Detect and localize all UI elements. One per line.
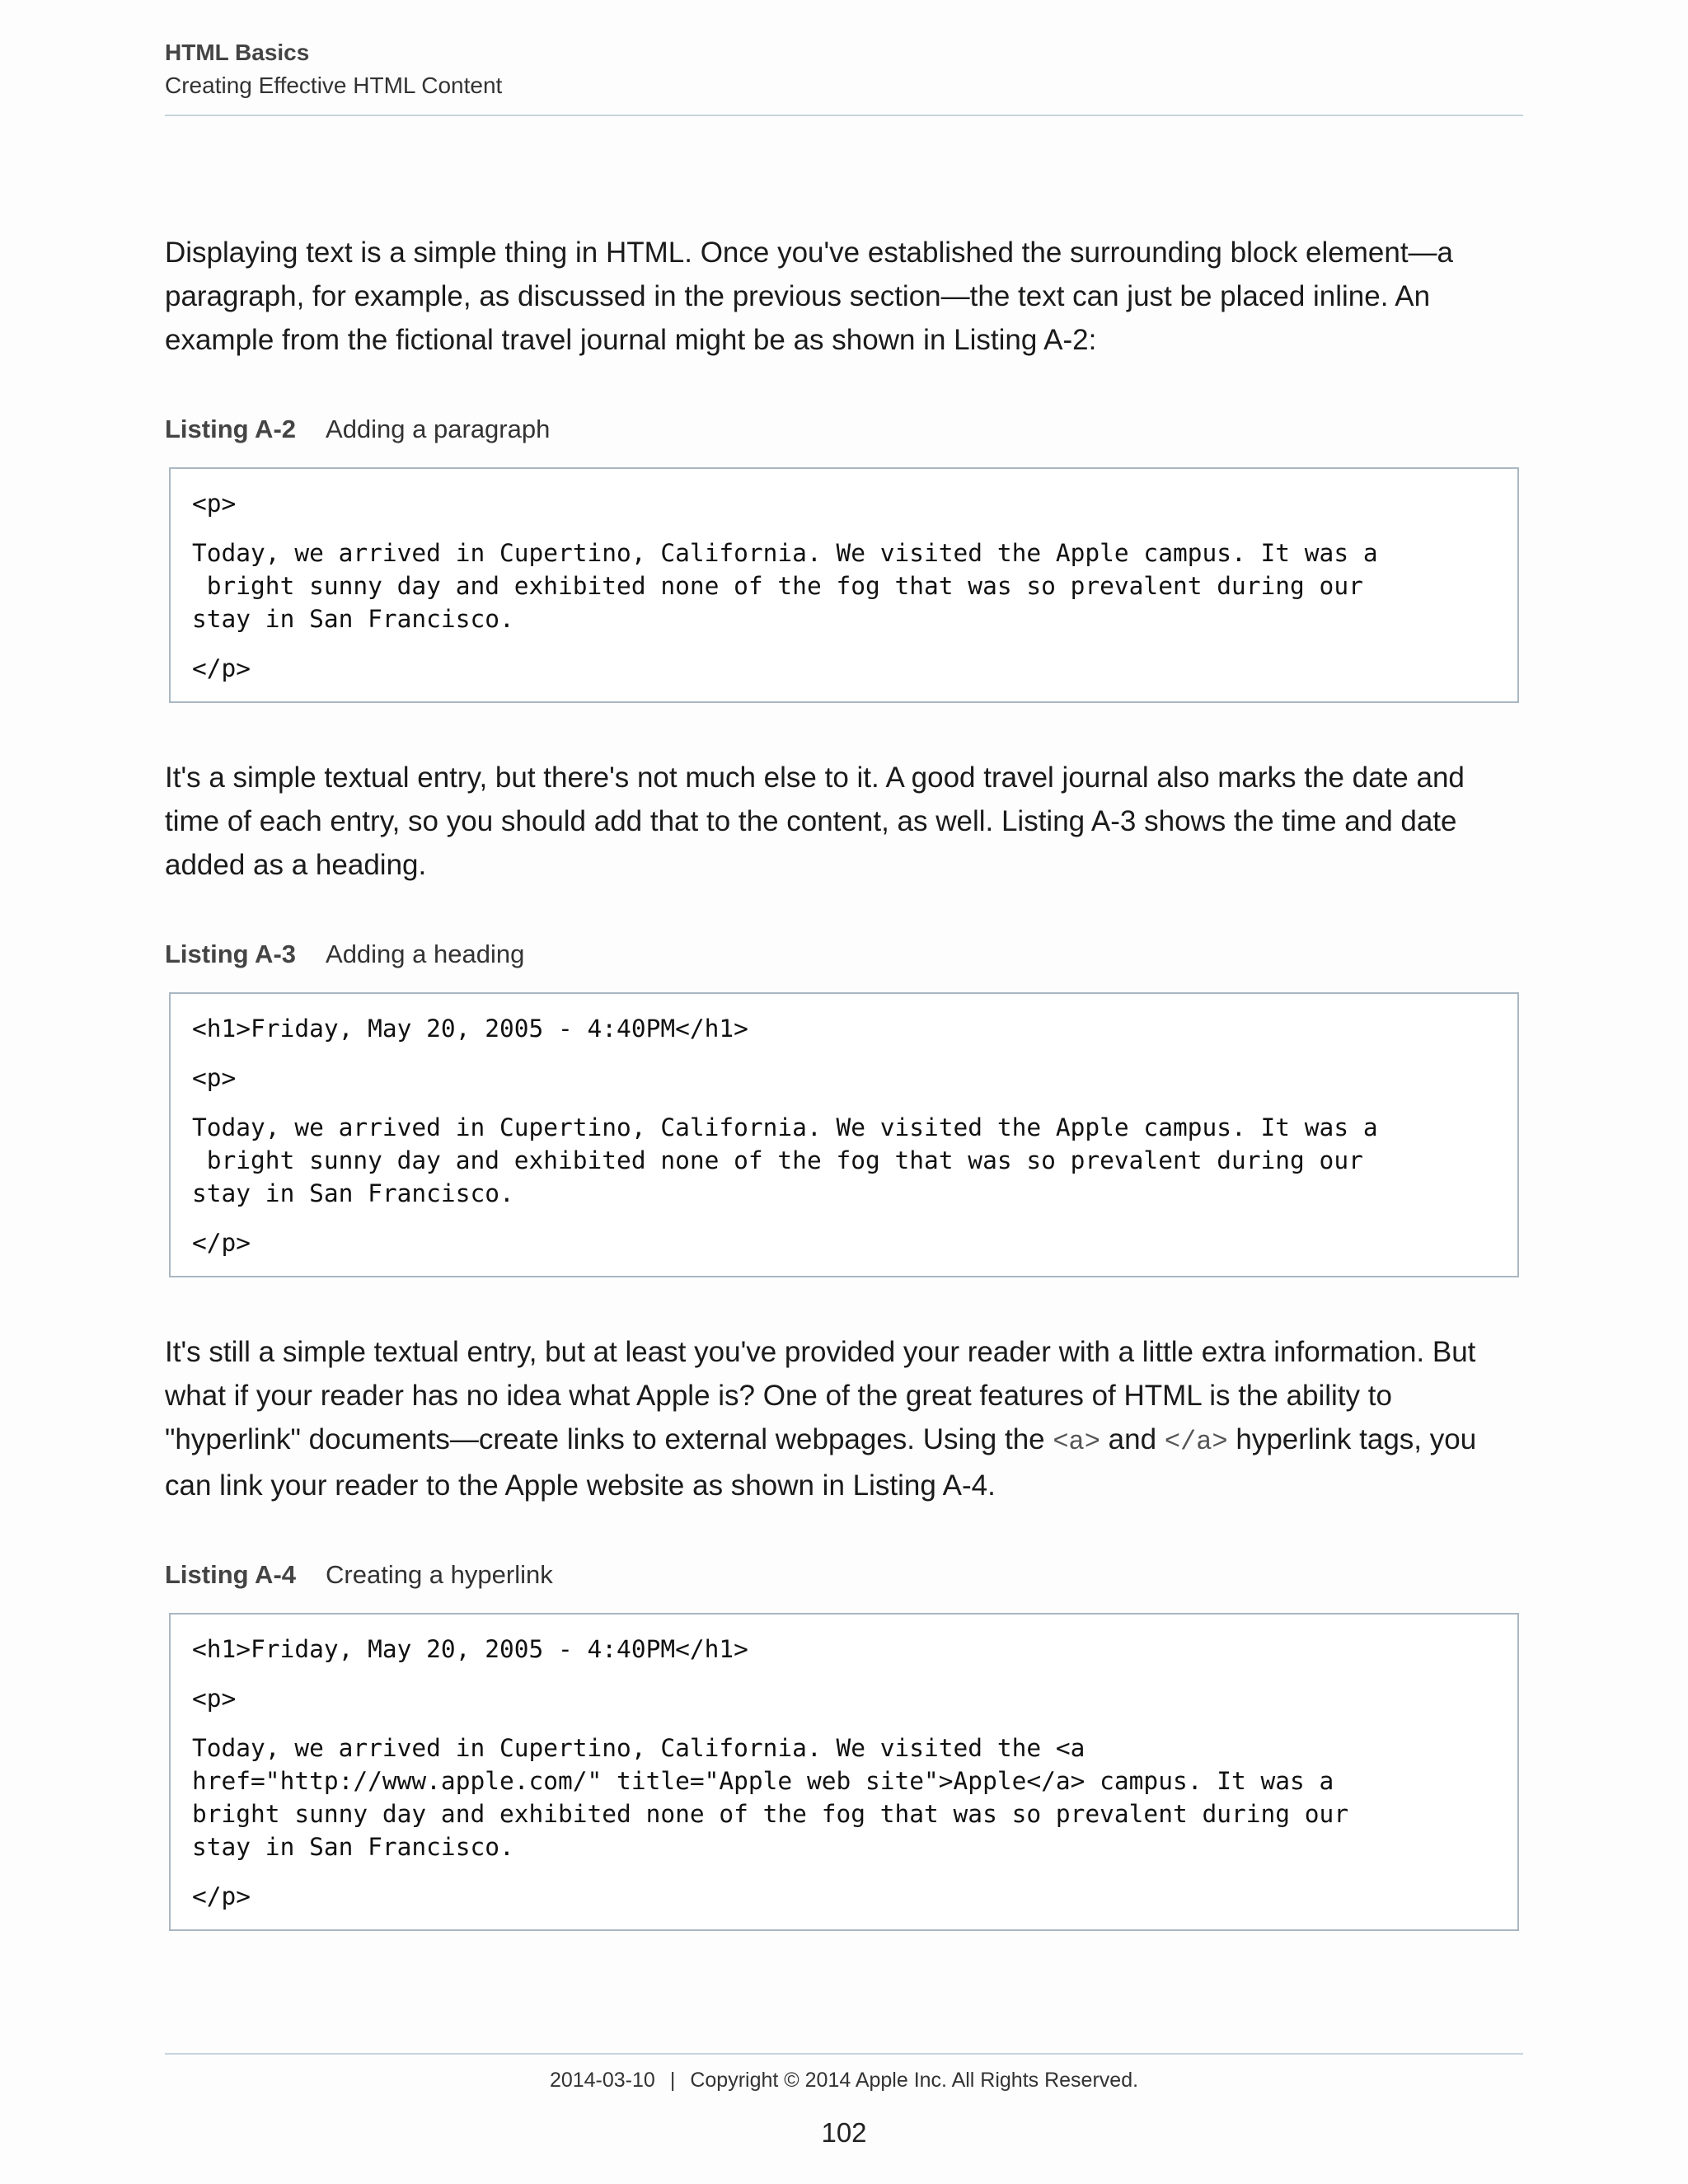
listing-title: Adding a heading [326, 940, 525, 968]
footer-copyright: Copyright © 2014 Apple Inc. All Rights Reserved. [690, 2069, 1139, 2092]
code-line: stay in San Francisco. [192, 1179, 514, 1207]
body-paragraph [165, 1330, 1523, 1507]
listing-caption [165, 411, 1523, 448]
text-run: It's still a simple textual entry, but at least you've provided your reader with a little extra information. But what if your reader has no idea what Apple is? One of the great features of HTML is the ability to "hyperlink" documents—create links to external webpages. Using the [165, 1336, 1476, 1455]
main-content [165, 231, 1523, 1931]
body-paragraph: It's a simple textual entry, but there's not much else to it. A good travel journal also marks the date and time of each entry, so you should add that to the content, as well. Listing A-3 shows the time and date added as a heading. [165, 762, 1465, 881]
code-line: href="http://www.apple.com/" title="Apple web site">Apple</a> campus. It was a [192, 1767, 1334, 1795]
code-line: <p> [192, 490, 237, 518]
chapter-title: Creating Effective HTML Content [165, 73, 503, 98]
code-line: stay in San Francisco. [192, 1833, 514, 1861]
code-line: Today, we arrived in Cupertino, California. We visited the <a [192, 1734, 1085, 1762]
code-line: <p> [192, 1685, 237, 1713]
listing-caption [165, 936, 1523, 972]
page-number: 102 [821, 2117, 867, 2148]
listing-label: Listing A-3 [165, 940, 297, 968]
code-line: <h1>Friday, May 20, 2005 - 4:40PM</h1> [192, 1015, 748, 1043]
listing-label: Listing A-2 [165, 415, 297, 443]
code-listing-a2 [169, 467, 1519, 703]
code-line: </p> [192, 654, 251, 682]
page-header [165, 36, 1523, 102]
text-run: and [1100, 1423, 1165, 1455]
code-line: stay in San Francisco. [192, 605, 514, 633]
code-listing-a4 [169, 1613, 1519, 1931]
listing-caption [165, 1557, 1523, 1593]
code-listing-a3 [169, 992, 1519, 1277]
code-line: Today, we arrived in Cupertino, California. We visited the Apple campus. It was a [192, 539, 1378, 567]
intro-paragraph: Displaying text is a simple thing in HTML. Once you've established the surrounding block element—a paragraph, for example, as discussed in the previous section—the text can just be placed inline. An example from the fictional travel journal might be as shown in Listing A-2: [165, 237, 1454, 356]
code-line: bright sunny day and exhibited none of the fog that was so prevalent during our [192, 1146, 1363, 1174]
header-divider [165, 115, 1523, 116]
footer-date: 2014-03-10 [549, 2069, 655, 2092]
page-footer [0, 2064, 1688, 2097]
footer-separator: | [669, 2069, 676, 2092]
code-line: </p> [192, 1882, 251, 1910]
code-line: </p> [192, 1229, 251, 1257]
footer-divider [165, 2053, 1523, 2055]
code-line: bright sunny day and exhibited none of the fog that was so prevalent during our [192, 1800, 1349, 1828]
code-line: Today, we arrived in Cupertino, California. We visited the Apple campus. It was a [192, 1113, 1378, 1141]
text-run: hyperlink tags, you can link your reader to the Apple website as shown in Listing A-4. [165, 1423, 1477, 1502]
listing-title: Creating a hyperlink [326, 1560, 553, 1589]
listing-title: Adding a paragraph [326, 415, 551, 443]
code-line: <h1>Friday, May 20, 2005 - 4:40PM</h1> [192, 1635, 748, 1663]
code-line: <p> [192, 1064, 237, 1092]
inline-code: </a> [1164, 1427, 1228, 1457]
listing-label: Listing A-4 [165, 1560, 297, 1589]
book-title: HTML Basics [165, 40, 310, 65]
code-line: bright sunny day and exhibited none of the fog that was so prevalent during our [192, 572, 1363, 600]
inline-code: <a> [1053, 1427, 1100, 1457]
